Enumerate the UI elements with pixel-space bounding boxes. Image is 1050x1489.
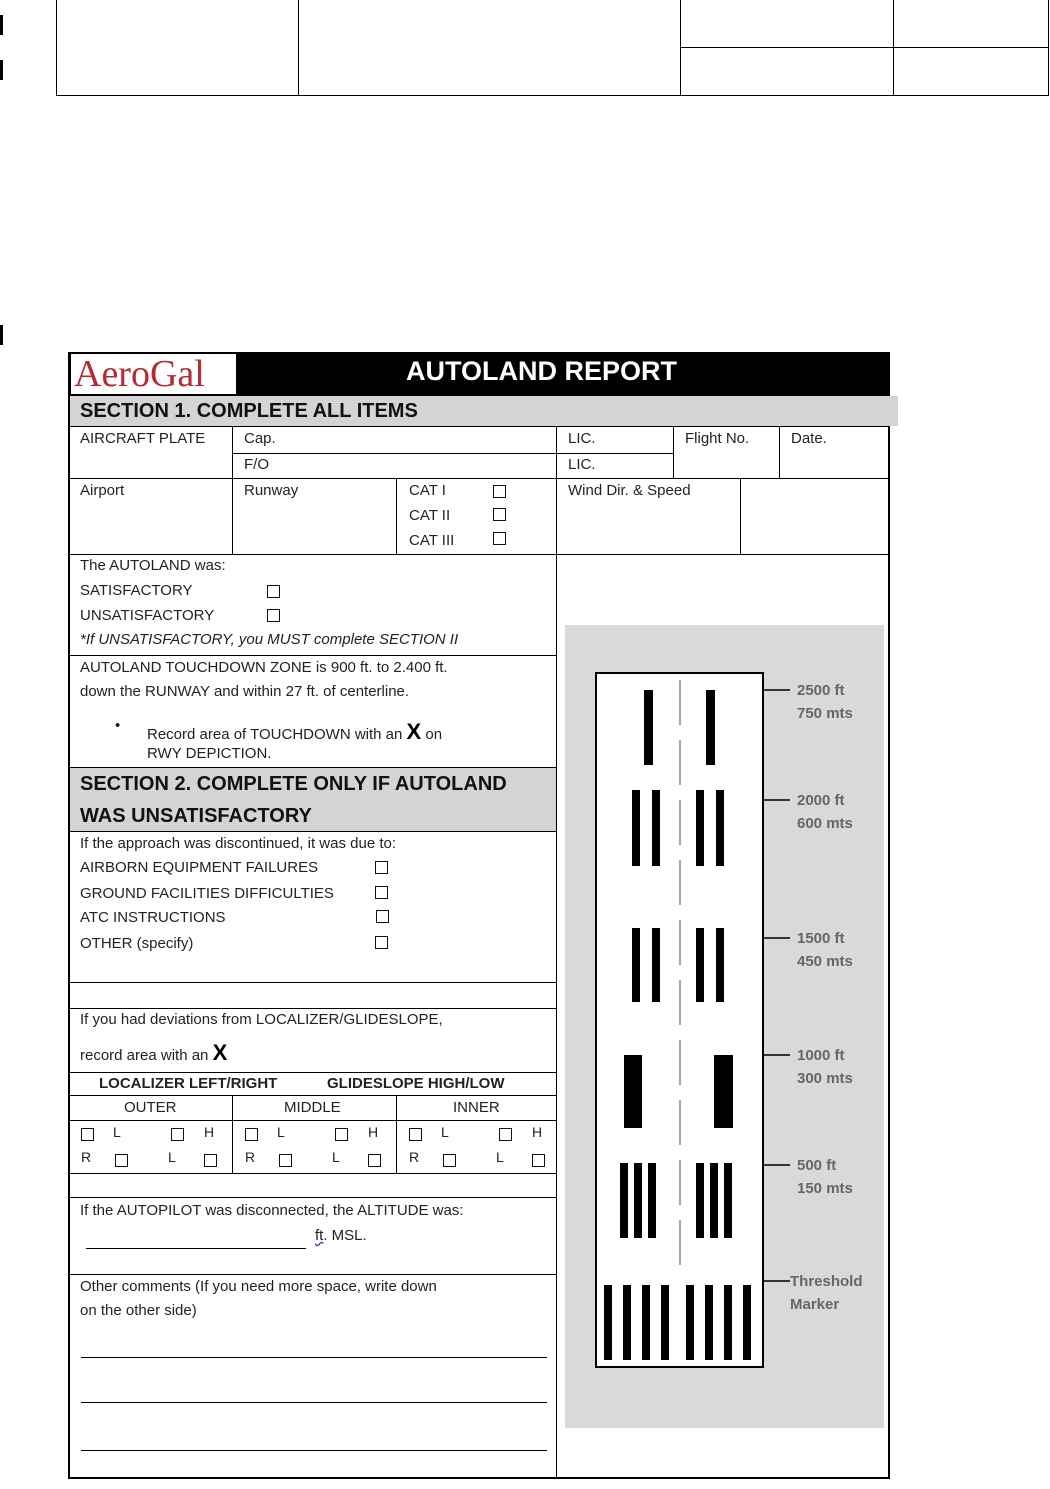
distance-label: 600 mts xyxy=(797,815,853,832)
deviation-letter: H xyxy=(204,1124,215,1140)
distance-label: Marker xyxy=(790,1296,840,1313)
deviation-letter: R xyxy=(81,1149,92,1165)
distance-label: 300 mts xyxy=(797,1070,853,1087)
deviation-checkbox[interactable] xyxy=(499,1128,512,1141)
deviation-letter: L xyxy=(441,1124,449,1140)
altitude-input[interactable] xyxy=(86,1234,306,1249)
touchdown-zone-text-2: down the RUNWAY and within 27 ft. of centerline. xyxy=(80,683,410,700)
deviation-checkbox[interactable] xyxy=(368,1154,381,1167)
captain-field-label: Cap. xyxy=(244,430,276,447)
deviation-letter: R xyxy=(409,1149,420,1165)
satisfactory-checkbox[interactable] xyxy=(267,585,280,598)
runway-depiction xyxy=(565,625,884,1428)
reason-checkbox[interactable] xyxy=(375,886,388,899)
localizer-header: LOCALIZER LEFT/RIGHT xyxy=(99,1075,278,1092)
cat2-label: CAT II xyxy=(409,507,451,524)
unsatisfactory-checkbox[interactable] xyxy=(267,609,280,622)
deviation-text: If you had deviations from LOCALIZER/GLIDESLOPE, xyxy=(80,1011,443,1028)
deviation-letter: L xyxy=(496,1149,504,1165)
form-title: AUTOLAND REPORT xyxy=(406,356,678,386)
reason-checkbox[interactable] xyxy=(375,861,388,874)
header-table xyxy=(56,0,1049,96)
satisfactory-label: SATISFACTORY xyxy=(80,582,193,599)
distance-label: 2000 ft xyxy=(797,792,845,809)
deviation-checkbox[interactable] xyxy=(81,1128,94,1141)
deviation-checkbox[interactable] xyxy=(171,1128,184,1141)
change-bar xyxy=(0,60,3,80)
cat2-checkbox[interactable] xyxy=(493,508,506,521)
deviation-checkbox[interactable] xyxy=(409,1128,422,1141)
record-instruction-2: RWY DEPICTION. xyxy=(147,745,272,762)
deviation-letter: L xyxy=(332,1149,340,1165)
distance-label: Threshold xyxy=(790,1273,863,1290)
deviation-checkbox[interactable] xyxy=(115,1154,128,1167)
reason-checkbox[interactable] xyxy=(376,910,389,923)
comments-line[interactable] xyxy=(81,1357,547,1358)
bullet: • xyxy=(115,717,121,734)
captain-license-label: LIC. xyxy=(568,430,596,447)
cat3-checkbox[interactable] xyxy=(493,532,506,545)
date-label: Date. xyxy=(791,430,827,447)
change-bar xyxy=(0,325,3,345)
deviation-letter: H xyxy=(532,1124,543,1140)
runway-label: Runway xyxy=(244,482,299,499)
comments-line[interactable] xyxy=(81,1450,547,1451)
comments-label: Other comments (If you need more space, write down xyxy=(80,1278,437,1295)
section2-heading: SECTION 2. COMPLETE ONLY IF AUTOLAND WAS UNSATISFACTORY xyxy=(70,767,556,832)
distance-label: 450 mts xyxy=(797,953,853,970)
autopilot-text: If the AUTOPILOT was disconnected, the ALTITUDE was: xyxy=(80,1202,464,1219)
aerogal-logo: AeroGal xyxy=(71,354,236,394)
reason-label: GROUND FACILITIES DIFFICULTIES xyxy=(80,885,334,902)
comments-label-2: on the other side) xyxy=(80,1302,197,1319)
airport-label: Airport xyxy=(80,482,125,499)
marker-inner: INNER xyxy=(453,1099,500,1116)
section1-heading: SECTION 1. COMPLETE ALL ITEMS xyxy=(70,396,898,426)
deviation-letter: L xyxy=(113,1124,121,1140)
deviation-checkbox[interactable] xyxy=(532,1154,545,1167)
glideslope-header: GLIDESLOPE HIGH/LOW xyxy=(327,1075,505,1092)
record-instruction: Record area of TOUCHDOWN with an X on xyxy=(147,719,443,744)
first-officer-field-label: F/O xyxy=(244,456,269,473)
unsatisfactory-note: *If UNSATISFACTORY, you MUST complete SECTION II xyxy=(80,631,459,648)
cat1-label: CAT I xyxy=(409,482,446,499)
reason-label: AIRBORN EQUIPMENT FAILURES xyxy=(80,859,319,876)
distance-label: 750 mts xyxy=(797,705,853,722)
distance-label: 1500 ft xyxy=(797,930,845,947)
reason-label: OTHER (specify) xyxy=(80,935,194,952)
distance-ticks xyxy=(763,690,790,1281)
distance-label: 2500 ft xyxy=(797,682,845,699)
deviation-text-2: record area with an X xyxy=(80,1040,228,1065)
cat1-checkbox[interactable] xyxy=(493,485,506,498)
deviation-letter: L xyxy=(277,1124,285,1140)
divider xyxy=(680,47,1048,48)
deviation-checkbox[interactable] xyxy=(335,1128,348,1141)
deviation-letter: L xyxy=(168,1149,176,1165)
wind-label: Wind Dir. & Speed xyxy=(568,482,691,499)
reason-label: ATC INSTRUCTIONS xyxy=(80,909,226,926)
autoland-was-label: The AUTOLAND was: xyxy=(80,557,226,574)
deviation-letter: H xyxy=(368,1124,379,1140)
touchdown-zone-text: AUTOLAND TOUCHDOWN ZONE is 900 ft. to 2.400 ft. xyxy=(80,659,448,676)
divider xyxy=(298,0,299,95)
deviation-checkbox[interactable] xyxy=(279,1154,292,1167)
marker-outer: OUTER xyxy=(124,1099,177,1116)
aircraft-plate-label: AIRCRAFT PLATE xyxy=(80,430,206,447)
change-bar xyxy=(0,15,3,35)
deviation-checkbox[interactable] xyxy=(443,1154,456,1167)
cat3-label: CAT III xyxy=(409,532,455,549)
fo-license-label: LIC. xyxy=(568,456,596,473)
discontinued-label: If the approach was discontinued, it was due to: xyxy=(80,835,397,852)
unsatisfactory-label: UNSATISFACTORY xyxy=(80,607,215,624)
altitude-unit: ft. MSL. xyxy=(315,1227,367,1244)
flight-number-label: Flight No. xyxy=(685,430,750,447)
deviation-letter: R xyxy=(245,1149,256,1165)
marker-middle: MIDDLE xyxy=(284,1099,341,1116)
distance-label: 1000 ft xyxy=(797,1047,845,1064)
deviation-checkbox[interactable] xyxy=(245,1128,258,1141)
deviation-checkbox[interactable] xyxy=(204,1154,217,1167)
comments-line[interactable] xyxy=(81,1402,547,1403)
reason-checkbox[interactable] xyxy=(375,936,388,949)
distance-label: 500 ft xyxy=(797,1157,837,1174)
distance-label: 150 mts xyxy=(797,1180,853,1197)
